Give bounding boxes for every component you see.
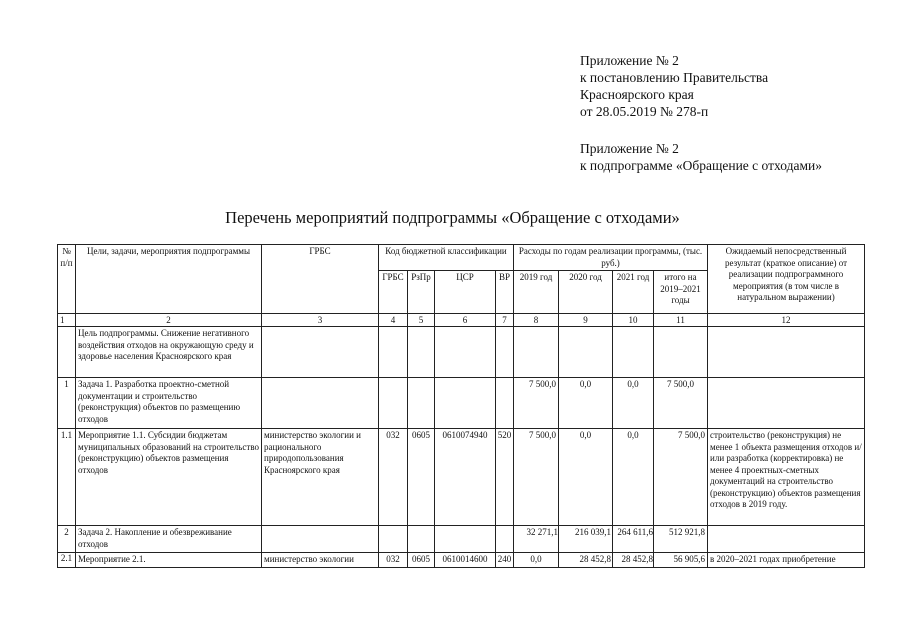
table-row (58, 327, 865, 378)
annex-region-line: Красноярского края (580, 87, 694, 102)
subheader-2019: 2019 год (514, 271, 559, 314)
row-2020: 216 039,1 (559, 526, 613, 553)
row-result: строительство (реконструкция) не менее 1 объекта размещения отходов и/или разработка (корректировка) не менее 4 проектных-сметных документаций на строительство (реконструкцию) объектов размещения отходов в 2019 году. (708, 429, 865, 526)
subheader-csr: ЦСР (435, 271, 496, 314)
row-2021: 264 611,6 (613, 526, 654, 553)
row-result (708, 327, 865, 378)
header-goals: Цели, задачи, мероприятия подпрограммы (76, 245, 262, 314)
row-num: 1 (58, 378, 76, 429)
row-grbs (262, 526, 379, 553)
header-grbs: ГРБС (262, 245, 379, 314)
row-2019: 7 500,0 (514, 429, 559, 526)
column-number: 4 (379, 314, 408, 327)
annex-number: Приложение № 2 (580, 141, 679, 156)
row-rzpr: 0605 (408, 553, 435, 568)
row-2020: 0,0 (559, 378, 613, 429)
row-total: 512 921,8 (654, 526, 708, 553)
row-total: 7 500,0 (654, 378, 708, 429)
row-2021: 0,0 (613, 429, 654, 526)
row-vr (496, 526, 514, 553)
row-grbs-code (379, 378, 408, 429)
subheader-rzpr: РзПр (408, 271, 435, 314)
subheader-2021: 2021 год (613, 271, 654, 314)
row-num (58, 327, 76, 378)
row-grbs (262, 378, 379, 429)
row-result (708, 526, 865, 553)
row-rzpr (408, 526, 435, 553)
row-vr: 520 (496, 429, 514, 526)
table-row (58, 553, 865, 568)
header-num: № п/п (58, 245, 76, 314)
annex-date-line: от 28.05.2019 № 278-п (580, 104, 709, 119)
row-rzpr (408, 327, 435, 378)
row-2019: 32 271,1 (514, 526, 559, 553)
row-total (654, 327, 708, 378)
row-num: 1.1 (58, 429, 76, 526)
row-grbs-code (379, 327, 408, 378)
activities-table (57, 244, 865, 568)
row-csr (435, 327, 496, 378)
row-2020: 0,0 (559, 429, 613, 526)
subheader-2020: 2020 год (559, 271, 613, 314)
column-number: 1 (58, 314, 76, 327)
column-number: 8 (514, 314, 559, 327)
row-vr: 240 (496, 553, 514, 568)
row-2021: 28 452,8 (613, 553, 654, 568)
row-2020 (559, 327, 613, 378)
row-result: в 2020–2021 годах приобретение (708, 553, 865, 568)
row-rzpr (408, 378, 435, 429)
row-2020: 28 452,8 (559, 553, 613, 568)
row-grbs (262, 327, 379, 378)
annex-reference-resolution (580, 52, 768, 120)
row-goal: Задача 1. Разработка проектно-сметной документации и строительство (реконструкция) объектов по размещению отходов (76, 378, 262, 429)
table-row (58, 429, 865, 526)
row-2019 (514, 327, 559, 378)
column-number: 3 (262, 314, 379, 327)
column-number-row (58, 314, 865, 327)
row-csr: 0610074940 (435, 429, 496, 526)
row-num: 2.1 (58, 553, 76, 568)
row-goal: Цель подпрограммы. Снижение негативного воздействия отходов на окружающую среду и здоровье населения Красноярского края (76, 327, 262, 378)
subheader-total: итого на 2019–2021 годы (654, 271, 708, 314)
column-number: 11 (654, 314, 708, 327)
row-vr (496, 378, 514, 429)
column-number: 9 (559, 314, 613, 327)
row-2021 (613, 327, 654, 378)
column-number: 12 (708, 314, 865, 327)
column-number: 6 (435, 314, 496, 327)
row-vr (496, 327, 514, 378)
header-row (58, 245, 865, 271)
annex-reference-subprogram (580, 140, 822, 174)
row-num: 2 (58, 526, 76, 553)
row-total: 56 905,6 (654, 553, 708, 568)
row-2021: 0,0 (613, 378, 654, 429)
annex-number: Приложение № 2 (580, 53, 679, 68)
subheader-grbs: ГРБС (379, 271, 408, 314)
row-total: 7 500,0 (654, 429, 708, 526)
row-csr (435, 378, 496, 429)
header-result: Ожидаемый непосредственный результат (краткое описание) от реализации подпрограммного мероприятия (в том числе в натуральном выражении) (708, 245, 865, 314)
annex-resolution-line: к постановлению Правительства (580, 70, 769, 85)
row-csr: 0610014600 (435, 553, 496, 568)
header-expenses: Расходы по годам реализации программы, (тыс. руб.) (514, 245, 708, 271)
row-grbs-code: 032 (379, 429, 408, 526)
column-number: 7 (496, 314, 514, 327)
table-row (58, 526, 865, 553)
column-number: 10 (613, 314, 654, 327)
header-budget-code: Код бюджетной классификации (379, 245, 514, 271)
row-grbs: министерство экологии (262, 553, 379, 568)
column-number: 5 (408, 314, 435, 327)
row-2019: 0,0 (514, 553, 559, 568)
row-goal: Мероприятие 1.1. Субсидии бюджетам муниципальных образований на строительство (реконструкцию) объектов размещения отходов (76, 429, 262, 526)
row-rzpr: 0605 (408, 429, 435, 526)
row-grbs-code: 032 (379, 553, 408, 568)
document-title: Перечень мероприятий подпрограммы «Обращение с отходами» (225, 208, 680, 227)
table-row (58, 378, 865, 429)
row-csr (435, 526, 496, 553)
row-2019: 7 500,0 (514, 378, 559, 429)
subheader-vr: ВР (496, 271, 514, 314)
row-result (708, 378, 865, 429)
annex-subprogram-line: к подпрограмме «Обращение с отходами» (580, 158, 822, 173)
row-goal: Мероприятие 2.1. (76, 553, 262, 568)
row-goal: Задача 2. Накопление и обезвреживание отходов (76, 526, 262, 553)
row-grbs-code (379, 526, 408, 553)
row-grbs: министерство экологии и рационального природопользования Красноярского края (262, 429, 379, 526)
column-number: 2 (76, 314, 262, 327)
